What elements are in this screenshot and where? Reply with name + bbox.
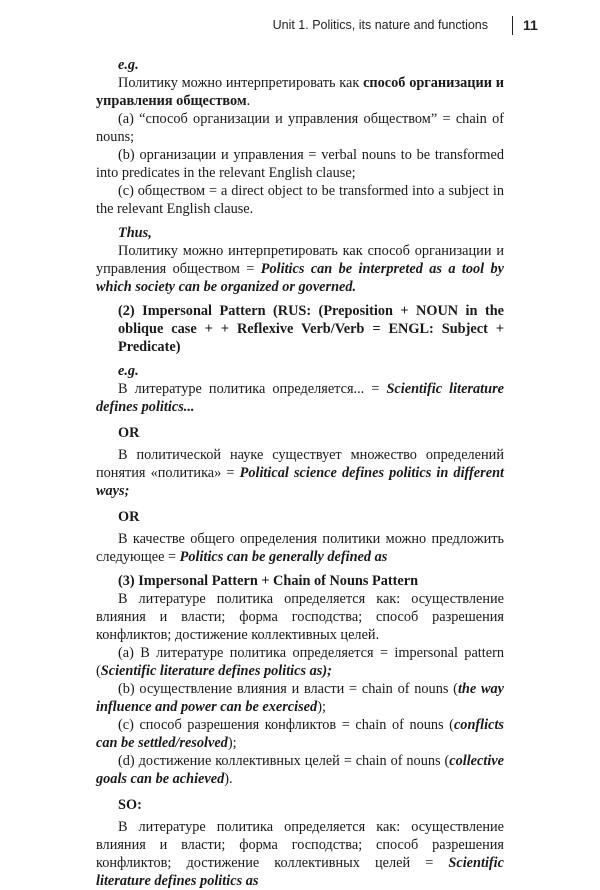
header-divider [512, 16, 513, 35]
english-translation: Scientific literature defines politics... [96, 381, 504, 415]
english-translation: Political science defines politics in different ways; [96, 465, 504, 499]
section-heading-2: (2) Impersonal Pattern (RUS: (Preposition + NOUN in the oblique case + + Reflexive Verb/Verb = ENGL: Subject + Predicate) [118, 303, 504, 355]
note-a: (a) “способ организации и управления обществом” = chain of nouns; [96, 111, 504, 145]
note-c: (c) обществом = a direct object to be transformed into a subject in the relevant English clause. [96, 183, 504, 217]
example-label: e.g. [118, 363, 139, 379]
english-translation: conflicts can be settled/resolved [96, 717, 504, 751]
paragraph-summary: В литературе политика определяется как: осуществление влияния и власти; форма господства; способ разрешения конфликтов; достижение коллективных целей = Scientific literature defines politics as [96, 819, 504, 889]
or-label: OR [118, 509, 140, 525]
english-translation: Politics can be generally defined as [179, 549, 388, 565]
or-label: OR [118, 425, 140, 441]
english-translation: Scientific literature defines politics as [96, 855, 504, 889]
paragraph-example-3: В политической науке существует множество определений понятия «политика» = Political science defines politics in different ways; [96, 447, 504, 499]
note-b: (b) организации и управления = verbal nouns to be transformed into predicates in the relevant English clause; [96, 147, 504, 181]
paragraph-thus: Политику можно интерпретировать как способ организации и управления обществом = Politics can be interpreted as a tool by which society can be organized or governed. [96, 243, 504, 295]
paragraph-definition: В литературе политика определяется как: осуществление влияния и власти; форма господства; способ разрешения конфликтов; достижение коллективных целей. [96, 591, 504, 643]
example-label: e.g. [118, 57, 139, 73]
analysis-c: (c) способ разрешения конфликтов = chain of nouns (conflicts can be settled/resolved); [96, 717, 504, 751]
analysis-b: (b) осуществление влияния и власти = chain of nouns (the way influence and power can be exercised); [96, 681, 504, 715]
bold-phrase: способ организации и управления обществом [96, 75, 504, 109]
so-label: SO: [118, 797, 142, 813]
paragraph-example-2: В литературе политика определяется... = Scientific literature defines politics... [96, 381, 504, 415]
analysis-a: (a) В литературе политика определяется = impersonal pattern (Scientific literature defines politics as); [96, 645, 504, 679]
section-heading-3: (3) Impersonal Pattern + Chain of Nouns Pattern [118, 573, 419, 589]
running-header: Unit 1. Politics, its nature and functions [272, 18, 488, 32]
paragraph-example-1: Политику можно интерпретировать как способ организации и управления обществом. [96, 75, 504, 109]
english-translation: the way influence and power can be exercised [96, 681, 504, 715]
page-content [96, 50, 504, 890]
english-translation: Politics can be interpreted as a tool by which society can be organized or governed. [96, 261, 504, 295]
paragraph-example-4: В качестве общего определения политики можно предложить следующее = Politics can be generally defined as [96, 531, 504, 565]
english-translation: Scientific literature defines politics as); [100, 663, 332, 679]
thus-label: Thus, [118, 225, 152, 241]
analysis-d: (d) достижение коллективных целей = chain of nouns (collective goals can be achieved). [96, 753, 504, 787]
english-translation: collective goals can be achieved [96, 753, 504, 787]
page-number: 11 [523, 17, 538, 33]
